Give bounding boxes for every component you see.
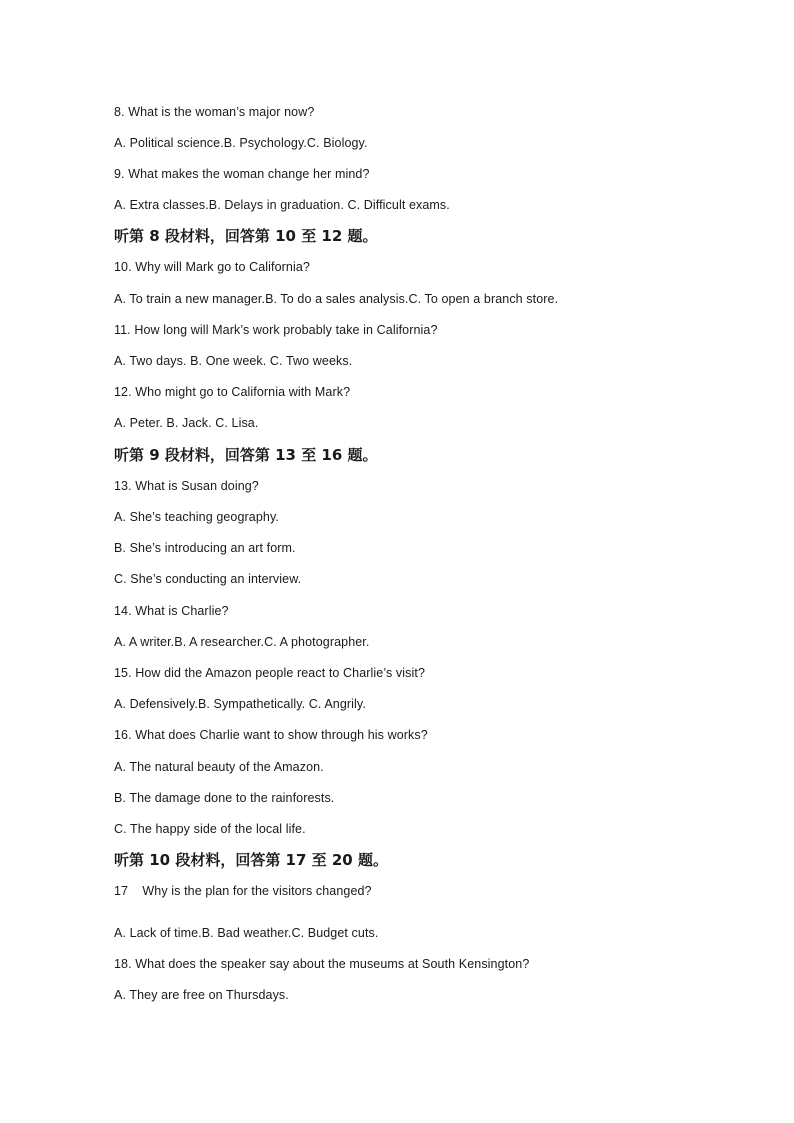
question-14-options: A. A writer.B. A researcher.C. A photographer. bbox=[114, 635, 370, 649]
question-11-options: A. Two days. B. One week. C. Two weeks. bbox=[114, 354, 353, 368]
question-13-option-c: C. She’s conducting an interview. bbox=[114, 572, 302, 586]
question-11: 11. How long will Mark’s work probably take in California? bbox=[114, 323, 438, 337]
question-18-option-a: A. They are free on Thursdays. bbox=[114, 988, 289, 1002]
question-12: 12. Who might go to California with Mark? bbox=[114, 385, 351, 399]
question-10-options: A. To train a new manager.B. To do a sales analysis.C. To open a branch store. bbox=[114, 292, 559, 306]
question-15: 15. How did the Amazon people react to Charlie’s visit? bbox=[114, 666, 425, 680]
question-13-option-a: A. She’s teaching geography. bbox=[114, 510, 279, 524]
question-18: 18. What does the speaker say about the museums at South Kensington? bbox=[114, 957, 530, 971]
question-12-options: A. Peter. B. Jack. C. Lisa. bbox=[114, 416, 259, 430]
question-16-option-c: C. The happy side of the local life. bbox=[114, 822, 306, 836]
question-16-option-a: A. The natural beauty of the Amazon. bbox=[114, 760, 324, 774]
question-8: 8. What is the woman’s major now? bbox=[114, 105, 315, 119]
question-13: 13. What is Susan doing? bbox=[114, 479, 259, 493]
section-heading-10: 听第 10 段材料，回答第 17 至 20 题。 bbox=[114, 851, 388, 869]
section-heading-9: 听第 9 段材料，回答第 13 至 16 题。 bbox=[114, 446, 378, 464]
question-17-options: A. Lack of time.B. Bad weather.C. Budget cuts. bbox=[114, 926, 379, 940]
question-16-option-b: B. The damage done to the rainforests. bbox=[114, 791, 335, 805]
question-16: 16. What does Charlie want to show through his works? bbox=[114, 728, 428, 742]
question-9: 9. What makes the woman change her mind? bbox=[114, 167, 370, 181]
question-8-options: A. Political science.B. Psychology.C. Biology. bbox=[114, 136, 368, 150]
question-17: 17 Why is the plan for the visitors changed? bbox=[114, 884, 372, 898]
question-13-option-b: B. She’s introducing an art form. bbox=[114, 541, 296, 555]
question-9-options: A. Extra classes.B. Delays in graduation. C. Difficult exams. bbox=[114, 198, 450, 212]
question-14: 14. What is Charlie? bbox=[114, 604, 229, 618]
question-10: 10. Why will Mark go to California? bbox=[114, 260, 310, 274]
question-15-options: A. Defensively.B. Sympathetically. C. Angrily. bbox=[114, 697, 366, 711]
section-heading-8: 听第 8 段材料，回答第 10 至 12 题。 bbox=[114, 227, 378, 245]
